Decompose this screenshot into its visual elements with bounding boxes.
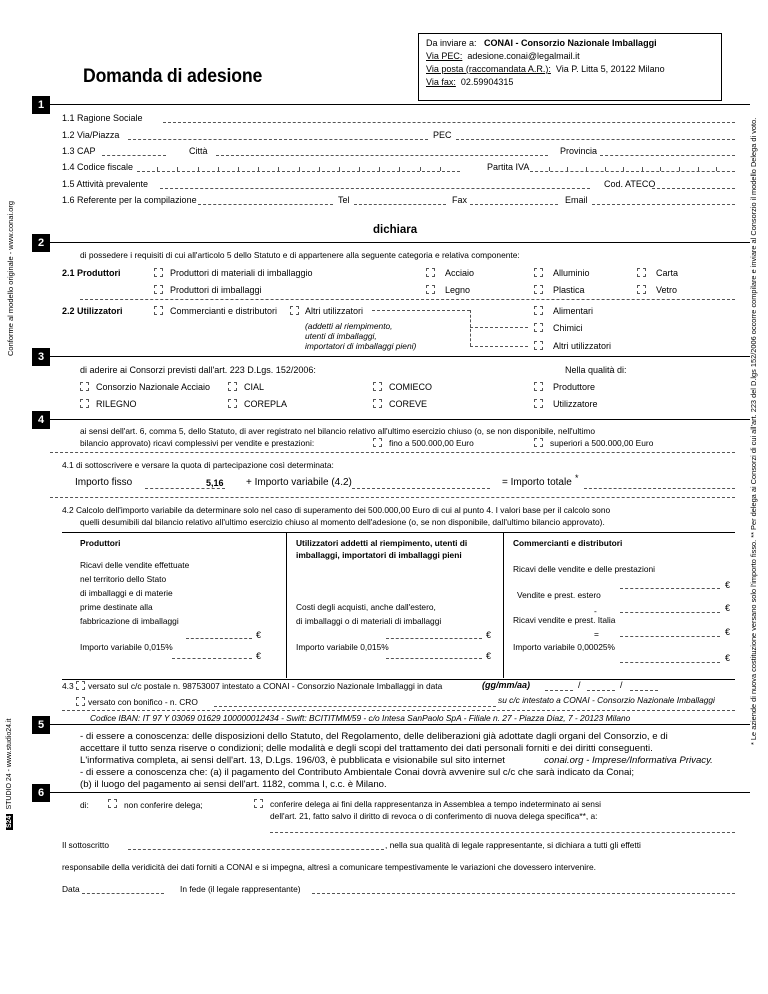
label-fax: Fax — [452, 195, 468, 205]
checkbox-rilegno[interactable] — [80, 399, 89, 408]
label-partita-iva: Partita IVA — [487, 162, 530, 172]
field-email[interactable] — [592, 204, 735, 205]
checkbox-prod-imballaggi[interactable] — [154, 285, 163, 294]
col1-text-1: Ricavi delle vendite effettuate — [80, 560, 190, 570]
fax-line: Via fax: 02.59904315 — [426, 77, 514, 87]
col-commercianti-title: Commercianti e distributori — [513, 538, 623, 548]
col1-text-4: prime destinate alla — [80, 602, 153, 612]
field-ragione-sociale[interactable] — [163, 122, 735, 123]
char-tick — [157, 167, 158, 171]
field-referente[interactable] — [198, 204, 333, 205]
label-produttori: 2.1 Produttori — [62, 268, 121, 278]
altri-note-2: utenti di imballaggi, — [305, 331, 377, 341]
col3-equals: = — [594, 629, 599, 639]
char-tick — [605, 167, 606, 171]
checkbox-cial[interactable] — [228, 382, 237, 391]
s4-line-2: bilancio approvato) ricavi complessivi per vendite e prestazioni: — [80, 438, 315, 448]
label-prod-imballaggi: Produttori di imballaggi — [170, 285, 262, 295]
checkbox-corepla[interactable] — [228, 399, 237, 408]
col1-text-5: fabbricazione di imballaggi — [80, 616, 179, 626]
label-cc-intestato: su c/c intestato a CONAI - Consorzio Nazionale Imballaggi — [498, 695, 715, 705]
label-4-1: 4.1 di sottoscrivere e versare la quota di partecipazione così determinata: — [62, 460, 334, 470]
checkbox-vetro[interactable] — [637, 285, 646, 294]
checkbox-cna[interactable] — [80, 382, 89, 391]
field-tel[interactable] — [354, 204, 446, 205]
margin-footnote: * Le aziende di nuova costituzione versano solo l'importo fisso. ** Per delega ai Consorzi di cui all'art. 223 del D.lgs 152/2006 occorre compilare e inviare al Consorzio il modello Delega di voto. — [749, 117, 758, 745]
label-superiori-500k: superiori a 500.000,00 Euro — [550, 438, 654, 448]
char-tick — [623, 167, 624, 171]
label-importo-totale: = Importo totale — [502, 477, 572, 488]
euro-col2-variabile: € — [486, 651, 492, 661]
label-cial: CIAL — [244, 382, 265, 392]
field-importo-variabile[interactable] — [352, 488, 490, 489]
label-4-2-a: 4.2 Calcolo dell'importo variabile da determinare solo nel caso di superamento dei 500.000,00 Euro di cui al punto 4. I valori base per il calcolo sono — [62, 505, 611, 515]
label-cap: 1.3 CAP — [62, 146, 96, 156]
label-coreve: COREVE — [389, 399, 428, 409]
label-conferire-2: dell'art. 21, fatto salvo il diritto di revoca o di conferimento di nuova delega specifica**, a: — [270, 811, 598, 821]
euro-col1-ricavi: € — [256, 630, 262, 640]
s5-line-2: accettare il tutto senza riserve o condizioni; delle modalità e degli scopi del trattamento dei dati personali forniti e dei diritti conseguenti. — [80, 743, 653, 754]
char-tick — [698, 167, 699, 171]
studio24-logo: S24 — [6, 815, 13, 828]
col-utilizzatori-title-1: Utilizzatori addetti al riempimento, utenti di — [296, 538, 468, 548]
char-tick — [716, 167, 717, 171]
label-commercianti: Commercianti e distributori — [170, 306, 278, 316]
checkbox-chimici[interactable] — [534, 323, 543, 332]
divider-4-3 — [62, 710, 735, 711]
label-prod-materiali: Produttori di materiali di imballaggio — [170, 268, 313, 278]
label-utilizzatore: Utilizzatore — [553, 399, 598, 409]
label-attivita: 1.5 Attività prevalente — [62, 179, 149, 189]
label-data: Data — [62, 884, 80, 894]
field-col3-variabile[interactable] — [620, 662, 720, 663]
margin-conforme: Conforme al modello originale - www.conai.org — [6, 200, 15, 356]
field-col3-italia[interactable] — [620, 636, 720, 637]
altri-note-1: (addetti al riempimento, — [305, 321, 393, 331]
label-in-fede: In fede (il legale rappresentante) — [180, 884, 301, 894]
field-fax[interactable] — [470, 204, 558, 205]
checkbox-utilizzatore[interactable] — [534, 399, 543, 408]
field-provincia[interactable] — [600, 155, 735, 156]
euro-col1-variabile: € — [256, 651, 262, 661]
label-utilizzatori: 2.2 Utilizzatori — [62, 306, 123, 316]
checkbox-acciaio[interactable] — [426, 268, 435, 277]
checkbox-alluminio[interactable] — [534, 268, 543, 277]
checkbox-fino-500k[interactable] — [373, 438, 382, 447]
checkbox-plastica[interactable] — [534, 285, 543, 294]
date-slash-1: / — [578, 680, 581, 690]
col2-text-2: di imballaggi o di materiali di imballaggi — [296, 616, 442, 626]
label-4-2-b: quelli desumibili dal bilancio relativo all'ultimo esercizio chiuso al momento dell'adesione (o, se non disponibile, dall'ultimo bilancio approvato). — [80, 517, 605, 527]
label-importo-fisso: Importo fisso — [75, 477, 133, 488]
field-date-gg[interactable] — [545, 690, 573, 691]
label-referente: 1.6 Referente per la compilazione — [62, 195, 197, 205]
bracket-bottom — [470, 346, 528, 347]
field-col1-variabile[interactable] — [172, 658, 252, 659]
label-cna: Consorzio Nazionale Acciaio — [96, 382, 211, 392]
label-conferire-1: conferire delega ai fini della rappresentanza in Assemblea a tempo indeterminato ai sensi — [270, 799, 602, 809]
divider-4-1 — [50, 497, 735, 498]
consorzi-intro: di aderire ai Consorzi previsti dall'art. 223 D.Lgs. 152/2006: — [80, 365, 316, 375]
label-comieco: COMIECO — [389, 382, 433, 392]
label-vetro: Vetro — [656, 285, 678, 295]
checkbox-altri-utilizzatori-2[interactable] — [534, 341, 543, 350]
label-di: di: — [80, 800, 89, 810]
label-corepla: COREPLA — [244, 399, 288, 409]
divider-2 — [80, 299, 735, 300]
col1-text-2: nel territorio dello Stato — [80, 574, 167, 584]
field-citta[interactable] — [216, 155, 548, 156]
form-title: Domanda di adesione — [83, 66, 263, 87]
field-firma[interactable] — [312, 893, 735, 894]
euro-col3-ricavi: € — [725, 580, 731, 590]
col3-minus: - — [594, 606, 597, 616]
value-importo-fisso: 5,16 — [206, 478, 224, 488]
char-tick — [420, 167, 421, 171]
checkbox-coreve[interactable] — [373, 399, 382, 408]
checkbox-comieco[interactable] — [373, 382, 382, 391]
field-date-mm[interactable] — [587, 690, 615, 691]
char-tick — [359, 167, 360, 171]
section-number-1: 1 — [32, 96, 50, 114]
post-line: Via posta (raccomandata A.R.): Via P. Litta 5, 20122 Milano — [426, 64, 665, 74]
label-altri-utilizzatori-2: Altri utilizzatori — [553, 341, 612, 351]
label-plastica: Plastica — [553, 285, 585, 295]
label-alluminio: Alluminio — [553, 268, 590, 278]
nella-qualita: Nella qualità di: — [565, 365, 627, 375]
label-tel: Tel — [338, 195, 350, 205]
label-var1: Importo variabile 0,015% — [80, 642, 173, 652]
label-sottoscritto: Il sottoscritto — [62, 840, 110, 850]
char-tick — [567, 167, 568, 171]
char-tick — [278, 167, 279, 171]
field-cap[interactable] — [102, 155, 166, 156]
checkbox-prod-materiali[interactable] — [154, 268, 163, 277]
field-sottoscritto[interactable] — [128, 849, 384, 850]
char-tick — [586, 167, 587, 171]
section-3-rule — [50, 356, 750, 357]
section-number-2: 2 — [32, 234, 50, 252]
label-fino-500k: fino a 500.000,00 Euro — [389, 438, 474, 448]
s5-line-4: - di essere a conoscenza che: (a) il pagamento del Contributo Ambientale Conai dovrà avvenire sul c/c che sarà indicato da Conai; — [80, 767, 635, 778]
checkbox-altri-utilizzatori[interactable] — [290, 306, 299, 315]
label-chimici: Chimici — [553, 323, 583, 333]
char-tick — [679, 167, 680, 171]
col3-text-b: Vendite e prest. estero — [517, 590, 601, 600]
checkbox-carta[interactable] — [637, 268, 646, 277]
label-alimentari: Alimentari — [553, 306, 594, 316]
euro-col2-costi: € — [486, 630, 492, 640]
label-versato-postale: versato sul c/c postale n. 98753007 intestato a CONAI - Consorzio Nazionale Imballaggi in data — [88, 681, 443, 691]
field-col2-variabile[interactable] — [386, 658, 482, 659]
label-produttore: Produttore — [553, 382, 596, 392]
field-partita-iva[interactable] — [530, 171, 735, 172]
label-non-conferire: non conferire delega; — [124, 800, 203, 810]
label-email: Email — [565, 195, 588, 205]
label-citta: Città — [189, 146, 208, 156]
field-date-aa[interactable] — [630, 690, 658, 691]
bracket-mid — [470, 327, 528, 328]
label-rilegno: RILEGNO — [96, 399, 137, 409]
char-tick — [399, 167, 400, 171]
bracket-top — [372, 310, 470, 311]
field-col3-ricavi[interactable] — [620, 588, 720, 589]
pec-line: Via PEC: adesione.conai@legalmail.it — [426, 51, 580, 61]
section-number-3: 3 — [32, 348, 50, 366]
col2-text-1: Costi degli acquisti, anche dall'estero, — [296, 602, 436, 612]
calc-col-sep-1 — [286, 532, 287, 678]
field-cro[interactable] — [214, 706, 496, 707]
dichiara-intro: di possedere i requisiti di cui all'articolo 5 dello Statuto e di appartenere alla seguente categoria e relativa componente: — [80, 250, 520, 260]
field-codice-fiscale[interactable] — [137, 171, 460, 172]
col3-text-c: Ricavi vendite e prest. Italia — [513, 615, 616, 625]
label-pec: PEC — [433, 130, 452, 140]
divider-4 — [50, 452, 735, 453]
char-tick — [177, 167, 178, 171]
char-tick — [218, 167, 219, 171]
label-carta: Carta — [656, 268, 679, 278]
char-tick — [379, 167, 380, 171]
field-pec[interactable] — [456, 139, 735, 140]
checkbox-versato-bonifico[interactable] — [76, 697, 85, 706]
date-slash-2: / — [620, 680, 623, 690]
dichiara-title: dichiara — [373, 224, 418, 236]
field-importo-totale[interactable] — [584, 488, 735, 489]
char-tick — [238, 167, 239, 171]
field-via[interactable] — [128, 139, 428, 140]
section-2-rule — [50, 242, 750, 243]
label-versato-bonifico: versato con bonifico - n. CRO — [88, 697, 198, 707]
col-produttori-title: Produttori — [80, 538, 121, 548]
section-number-5: 5 — [32, 716, 50, 734]
section-4-rule — [50, 419, 750, 420]
col-utilizzatori-title-2: imballaggi, importatori di imballaggi pieni — [296, 550, 462, 560]
altri-note-3: importatori di imballaggi pieni) — [305, 341, 417, 351]
char-tick — [299, 167, 300, 171]
char-tick — [198, 167, 199, 171]
char-tick — [660, 167, 661, 171]
section-number-4: 4 — [32, 411, 50, 429]
label-var3: Importo variabile 0,00025% — [513, 642, 615, 652]
label-provincia: Provincia — [560, 146, 598, 156]
checkbox-non-conferire[interactable] — [108, 799, 117, 808]
checkbox-produttore[interactable] — [534, 382, 543, 391]
section-6-rule — [50, 792, 750, 793]
iban-line: Codice IBAN: IT 97 Y 03069 01629 100000012434 - Swift: BCITITMM/59 - c/o Intesa SanPaolo SpA - Filiale n. 27 - Piazza Diaz, 7 - 20123 Milano — [90, 713, 631, 723]
euro-col3-variabile: € — [725, 653, 731, 663]
field-data[interactable] — [82, 893, 164, 894]
char-tick — [339, 167, 340, 171]
checkbox-conferire[interactable] — [254, 799, 263, 808]
char-tick — [549, 167, 550, 171]
label-legno: Legno — [445, 285, 471, 295]
s5-privacy-link[interactable]: conai.org - Imprese/Informativa Privacy. — [544, 755, 713, 766]
field-col1-ricavi[interactable] — [186, 638, 252, 639]
checkbox-commercianti[interactable] — [154, 306, 163, 315]
char-tick — [258, 167, 259, 171]
col3-text-a: Ricavi delle vendite e delle prestazioni — [513, 564, 655, 574]
section-number-6: 6 — [32, 784, 50, 802]
label-altri-utilizzatori: Altri utilizzatori — [305, 306, 364, 316]
checkbox-versato-postale[interactable] — [76, 681, 85, 690]
euro-col3-estero: € — [725, 603, 731, 613]
s4-line-1: ai sensi dell'art. 6, comma 5, dello Statuto, di aver registrato nel bilancio relativo all'ultimo esercizio chiuso (o, se non disponibile, nell'ultimo — [80, 426, 595, 436]
s5-line-5: (b) il luogo del pagamento ai sensi dell'art. 1182, comma I, c.c. è Milano. — [80, 779, 387, 790]
bracket-vertical — [470, 310, 471, 346]
char-tick — [440, 167, 441, 171]
section-5-rule — [50, 724, 750, 725]
col1-text-3: di imballaggi e di materie — [80, 588, 173, 598]
totale-asterisk: * — [575, 473, 579, 483]
label-via: 1.2 Via/Piazza — [62, 130, 120, 140]
checkbox-superiori-500k[interactable] — [534, 438, 543, 447]
euro-col3-italia: € — [725, 627, 731, 637]
label-importo-variabile: + Importo variabile (4.2) — [246, 477, 352, 488]
label-responsabile: responsabile della veridicità dei dati forniti a CONAI e si impegna, altresì a comunicare tempestivamente le variazioni che dovessero intervenire. — [62, 862, 596, 872]
label-codice-fiscale: 1.4 Codice fiscale — [62, 162, 134, 172]
margin-studio24: S24STUDIO 24 - www.studio24.it — [6, 718, 13, 828]
label-var2: Importo variabile 0,015% — [296, 642, 389, 652]
label-sottoscritto-2: , nella sua qualità di legale rappresentante, si dichiara a tutti gli effetti — [385, 840, 641, 850]
checkbox-alimentari[interactable] — [534, 306, 543, 315]
field-col3-estero[interactable] — [620, 612, 720, 613]
field-attivita[interactable] — [160, 188, 590, 189]
char-tick — [642, 167, 643, 171]
calc-col-sep-2 — [503, 532, 504, 678]
label-acciaio: Acciaio — [445, 268, 475, 278]
send-to-line: Da inviare a: CONAI - Consorzio Nazionale Imballaggi — [426, 38, 657, 48]
checkbox-legno[interactable] — [426, 285, 435, 294]
date-format: (gg/mm/aa) — [482, 680, 531, 690]
s5-line-3: L'informativa completa, ai sensi dell'art. 13, D.Lgs. 196/03, è pubblicata e visionabile sul sito internet — [80, 755, 505, 766]
section-1-rule — [50, 104, 750, 105]
field-delegato[interactable] — [270, 832, 735, 833]
field-ateco[interactable] — [652, 188, 735, 189]
label-ateco: Cod. ATECO — [604, 179, 656, 189]
s5-line-1: - di essere a conoscenza: delle disposizioni dello Statuto, del Regolamento, delle deliberazioni già adottate dagli organi del Consorzio, e di — [80, 731, 668, 742]
label-ragione-sociale: 1.1 Ragione Sociale — [62, 113, 143, 123]
label-4-3: 4.3 — [62, 681, 74, 691]
field-col2-costi[interactable] — [386, 638, 482, 639]
char-tick — [319, 167, 320, 171]
